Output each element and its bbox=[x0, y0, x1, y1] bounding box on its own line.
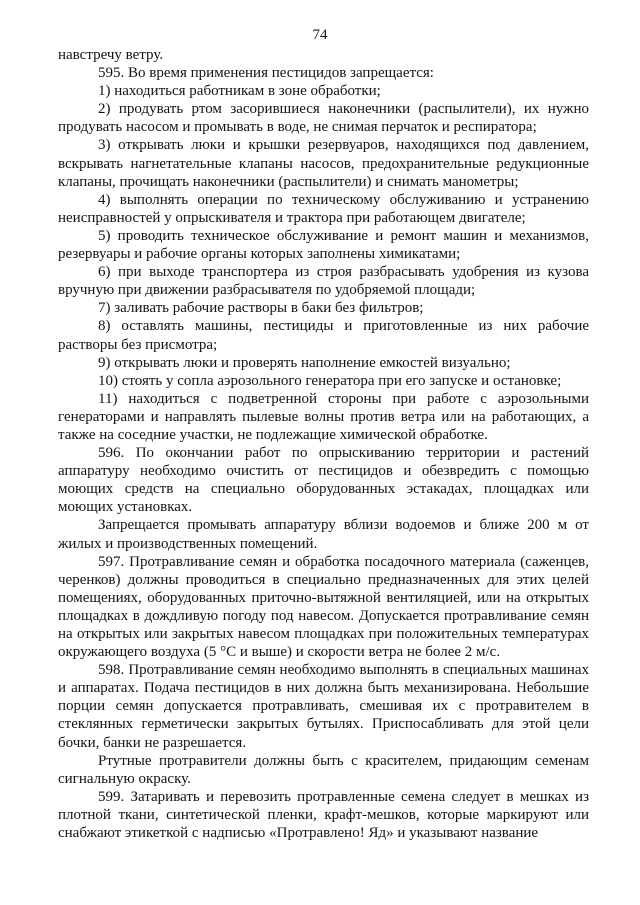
paragraph: 2) продувать ртом засорившиеся наконечники (распылители), их нужно продувать насосом и промывать в воде, не снимая перчаток и респиратора; bbox=[58, 101, 589, 136]
paragraph: 599. Затаривать и перевозить протравленные семена следует в мешках из плотной ткани, синтетической пленки, крафт-мешков, которые маркируют или снабжают этикеткой с надписью «Протравлено! Яд» и указывают название bbox=[58, 788, 589, 842]
paragraph: 6) при выходе транспортера из строя разбрасывать удобрения из кузова вручную при движении разбрасывателя по удобряемой площади; bbox=[58, 264, 589, 299]
page-number: 74 bbox=[312, 27, 328, 43]
paragraph: 9) открывать люки и проверять наполнение емкостей визуально; bbox=[98, 354, 511, 371]
paragraph: 8) оставлять машины, пестициды и приготовленные из них рабочие растворы без присмотра; bbox=[58, 318, 589, 353]
paragraph: Ртутные протравители должны быть с красителем, придающим семенам сигнальную окраску. bbox=[58, 752, 589, 787]
paragraph: 7) заливать рабочие растворы в баки без фильтров; bbox=[98, 300, 424, 317]
paragraph: 5) проводить техническое обслуживание и ремонт машин и механизмов, резервуары и рабочие органы которых заполнены химикатами; bbox=[58, 227, 589, 263]
paragraph: навстречу ветру. bbox=[58, 47, 164, 63]
paragraph: 1) находиться работникам в зоне обработки; bbox=[98, 83, 381, 100]
paragraph: 598. Протравливание семян необходимо выполнять в специальных машинах и аппаратах. Подача пестицидов в них должна быть механизирована. Небольшие порции семян допускается протравливать, смешивая их с протравителем в стеклянных герметически закрытых бутылях. Приспосабливать для этой цели бочки, банки не разрешается. bbox=[58, 662, 589, 751]
paragraph: 596. По окончании работ по опрыскиванию территории и растений аппаратуру необходимо очистить от пестицидов и обезвредить с помощью моющих средств на специально оборудованных эстакадах, площадках или моющих установках. bbox=[58, 445, 589, 516]
paragraph: 11) находиться с подветренной стороны при работе с аэрозольными генераторами и направлять пылевые волны против ветра или на работающих, а также на соседние участки, не подлежащие химической обработке. bbox=[58, 390, 589, 443]
paragraph: 595. Во время применения пестицидов запрещается: bbox=[98, 65, 434, 82]
paragraph: Запрещается промывать аппаратуру вблизи водоемов и ближе 200 м от жилых и производственных помещений. bbox=[58, 517, 589, 552]
paragraph: 597. Протравливание семян и обработка посадочного материала (саженцев, черенков) должны проводиться в специально предназначенных для этих целей помещениях, оборудованных приточно-вытяжной вентиляцией, или на открытых площадках в дождливую погоду под навесом. Допускается протравливание семян на открытых или закрытых навесом площадках при положительных температурах окружающего воздуха (5 °С и выше) и скорости ветра не более 2 м/с. bbox=[58, 553, 589, 661]
document-body bbox=[58, 46, 589, 842]
paragraph: 3) открывать люки и крышки резервуаров, находящихся под давлением, вскрывать нагнетательные клапаны насосов, предохранительные редукционные клапаны, прочищать наконечники (распылители) и снимать манометры; bbox=[58, 137, 589, 190]
paragraph: 10) стоять у сопла аэрозольного генератора при его запуске и остановке; bbox=[98, 372, 562, 389]
paragraph: 4) выполнять операции по техническому обслуживанию и устранению неисправностей у опрыскивателя и трактора при работающем двигателе; bbox=[58, 191, 589, 226]
